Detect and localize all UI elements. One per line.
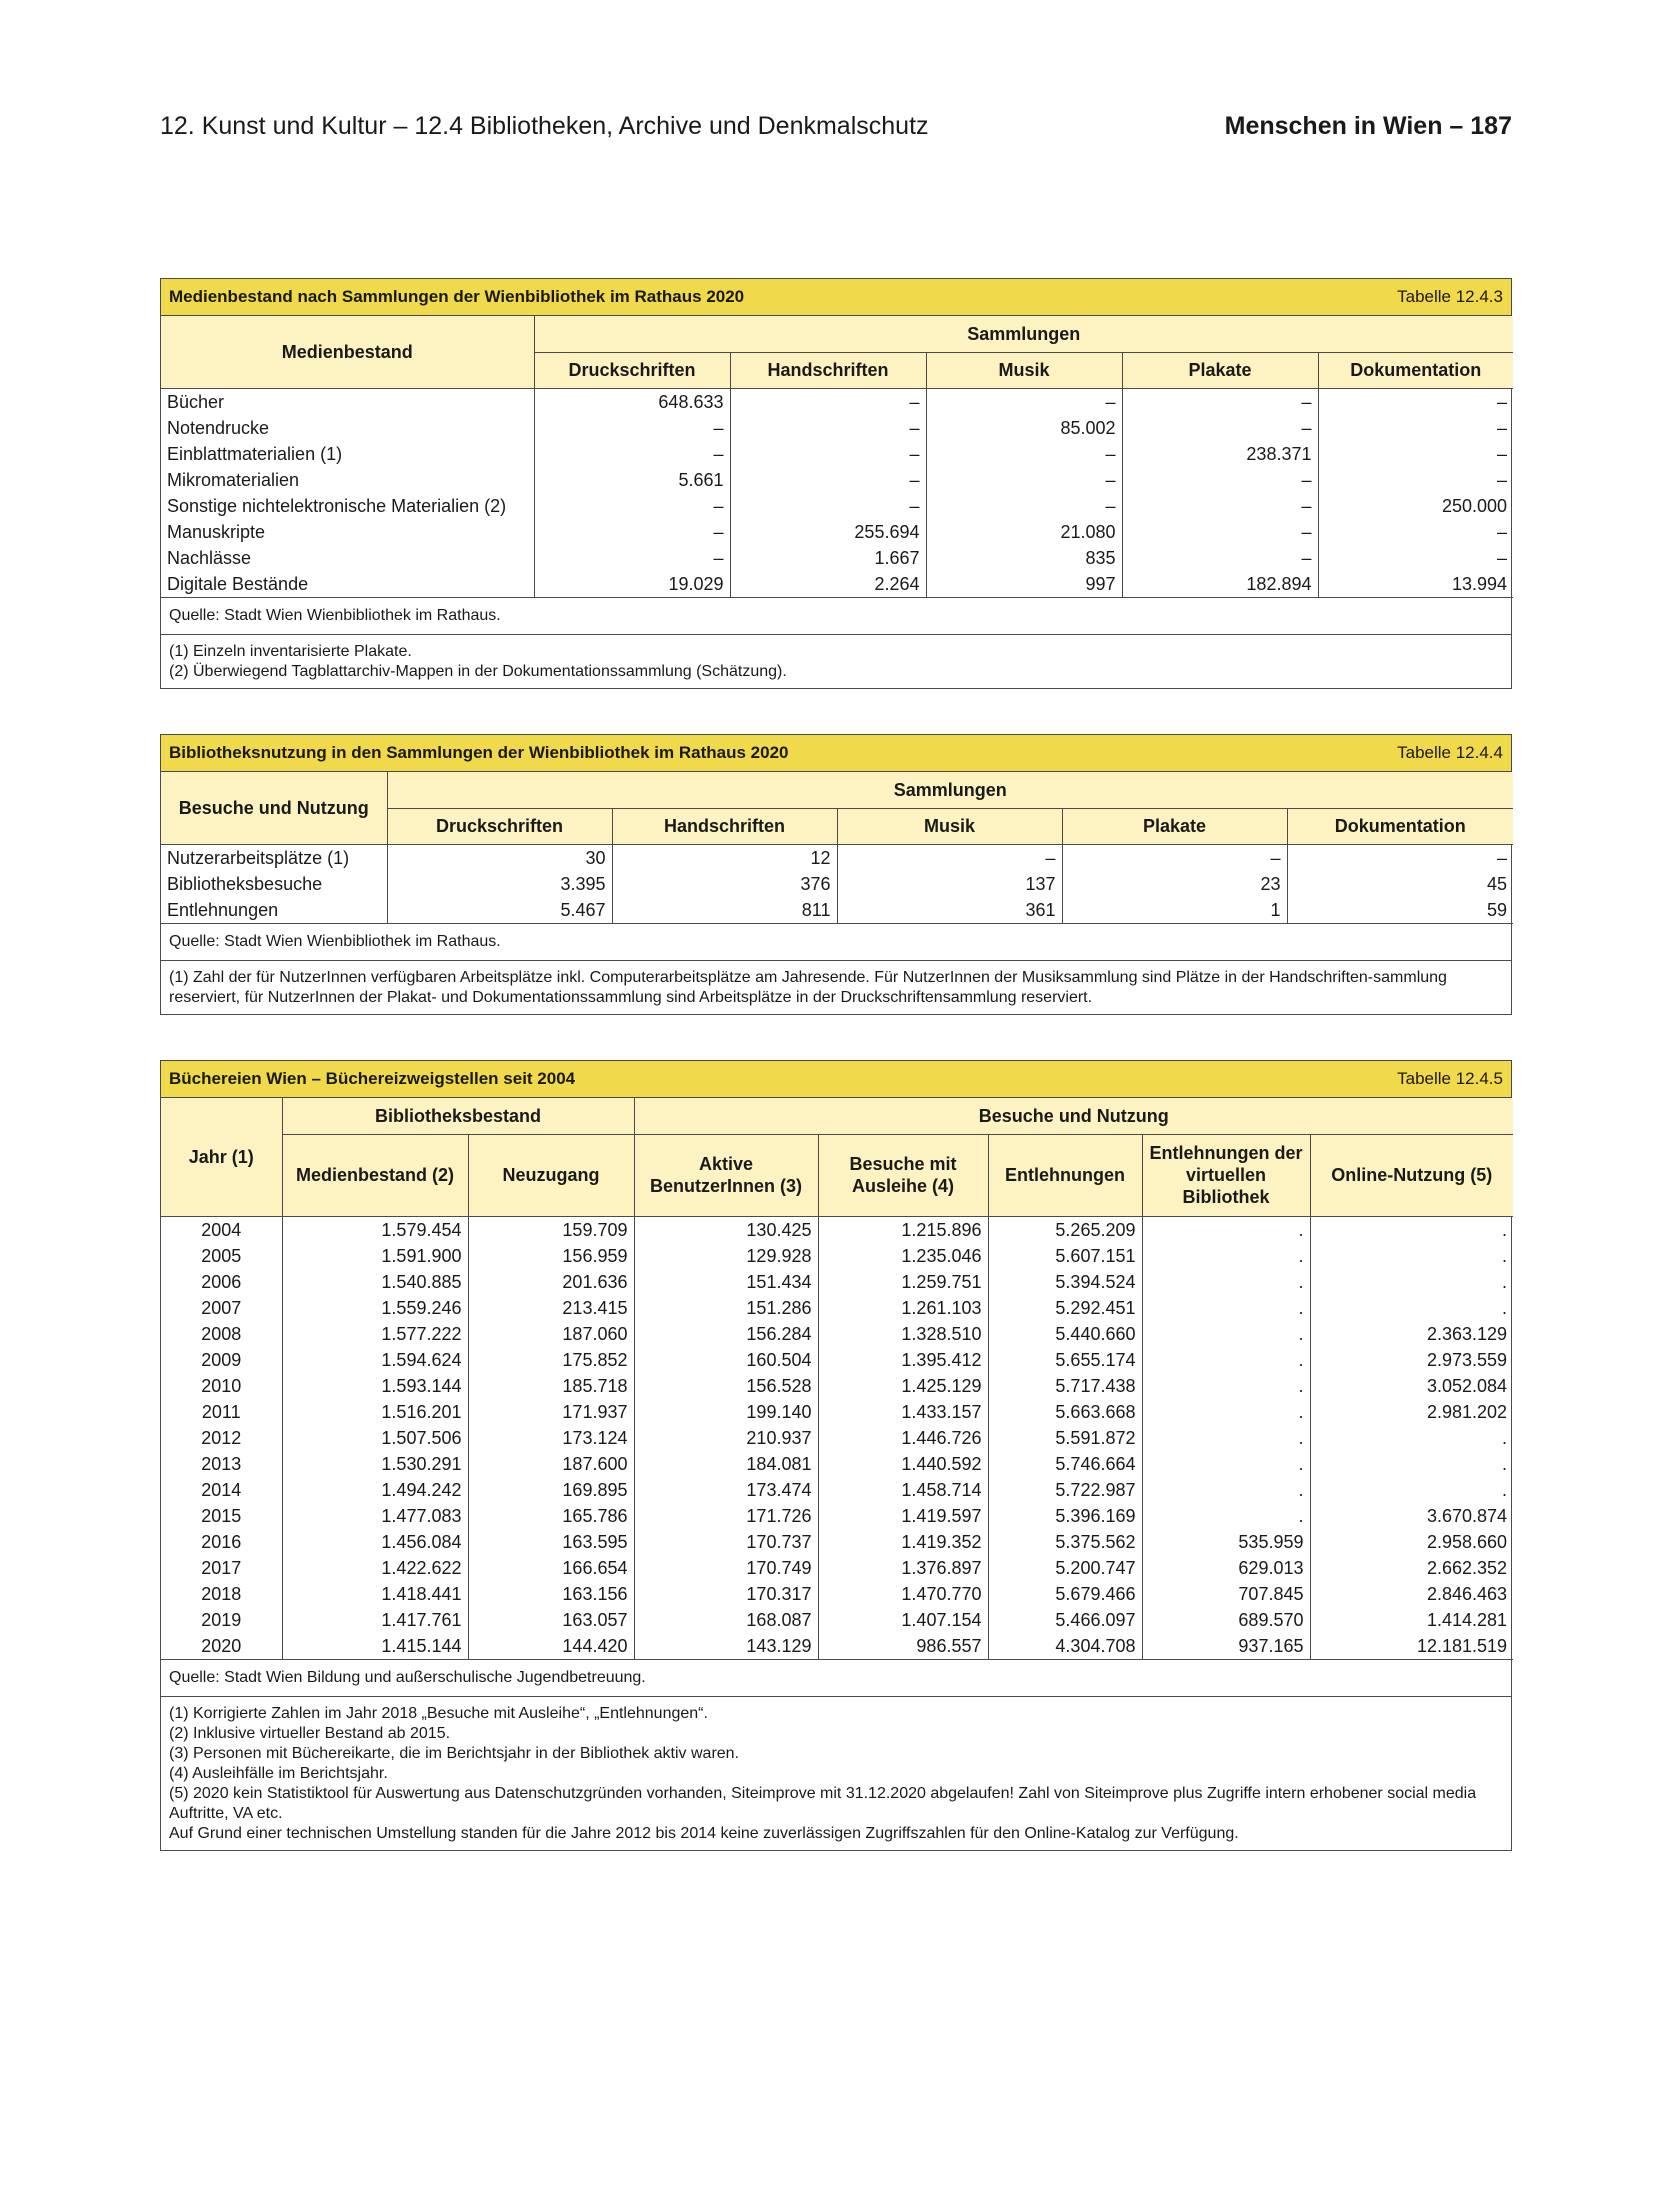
table-cell: 1 [1062, 897, 1287, 924]
year-header: Jahr (1) [161, 1098, 282, 1216]
table-12-4-5 [160, 1060, 1512, 1851]
table-cell: 213.415 [468, 1295, 634, 1321]
table-cell: 5.396.169 [988, 1503, 1142, 1529]
table-cell: 1.456.084 [282, 1529, 468, 1555]
table-cell: – [534, 441, 730, 467]
table-cell: 2.973.559 [1426, 1349, 1508, 1370]
group-header-nutzung: Besuche und Nutzung [634, 1098, 1513, 1134]
table-cell: 1.422.622 [282, 1555, 468, 1581]
table-cell: 1.507.506 [282, 1425, 468, 1451]
table-cell: 1.407.154 [818, 1607, 988, 1633]
table-cell: 5.265.209 [988, 1216, 1142, 1243]
table-cell: 185.718 [468, 1373, 634, 1399]
table-cell: – [1122, 493, 1318, 519]
year-cell: 2014 [161, 1477, 282, 1503]
table-cell: – [1497, 391, 1508, 412]
table-number: Tabelle 12.4.3 [1397, 287, 1503, 306]
year-cell: 2020 [161, 1633, 282, 1660]
table-cell: – [837, 844, 1062, 871]
table-cell: 5.655.174 [988, 1347, 1142, 1373]
table-row [161, 1529, 1513, 1555]
table-cell: 1.259.751 [818, 1269, 988, 1295]
table-cell: 1.419.597 [818, 1503, 988, 1529]
table-cell: 1.235.046 [818, 1243, 988, 1269]
table-cell: 5.292.451 [988, 1295, 1142, 1321]
table-cell: 1.446.726 [818, 1425, 988, 1451]
table-cell: 165.786 [468, 1503, 634, 1529]
table-cell: . [1502, 1453, 1508, 1474]
table-cell: 535.959 [1142, 1529, 1310, 1555]
table-footnotes [161, 635, 1511, 688]
table-cell: 175.852 [468, 1347, 634, 1373]
table-source: Quelle: Stadt Wien Wienbibliothek im Rathaus. [161, 924, 1511, 961]
table-cell: – [1497, 547, 1508, 568]
column-header: Handschriften [612, 808, 837, 844]
row-label: Nachlässe [161, 545, 534, 571]
table-cell: 1.425.129 [818, 1373, 988, 1399]
table-cell: 1.579.454 [282, 1216, 468, 1243]
table-cell: 30 [387, 844, 612, 871]
table-cell: . [1142, 1373, 1310, 1399]
table-title-bar [161, 279, 1511, 316]
table-row [161, 441, 1513, 467]
table-cell: 151.286 [634, 1295, 818, 1321]
table-cell: . [1142, 1321, 1310, 1347]
table-cell: . [1142, 1295, 1310, 1321]
table-cell: 199.140 [634, 1399, 818, 1425]
table-cell: 835 [926, 545, 1122, 571]
table-cell: 5.394.524 [988, 1269, 1142, 1295]
column-header: Plakate [1122, 352, 1318, 388]
row-label: Notendrucke [161, 415, 534, 441]
row-label: Mikromaterialien [161, 467, 534, 493]
page-number-title: Menschen in Wien – 187 [1224, 112, 1512, 140]
table-title-bar [161, 735, 1511, 772]
table-cell: 12 [612, 844, 837, 871]
column-header: Handschriften [730, 352, 926, 388]
table-title: Büchereien Wien – Büchereizweigstellen seit 2004 [169, 1069, 576, 1088]
table-cell: 170.737 [634, 1529, 818, 1555]
table-cell: 707.845 [1142, 1581, 1310, 1607]
table-row [161, 467, 1513, 493]
table-row [161, 519, 1513, 545]
table-cell: 1.328.510 [818, 1321, 988, 1347]
table-cell: 5.591.872 [988, 1425, 1142, 1451]
table-cell: 5.466.097 [988, 1607, 1142, 1633]
column-header: Entlehnungen [988, 1134, 1142, 1216]
table-cell: – [730, 493, 926, 519]
table-cell: . [1502, 1479, 1508, 1500]
table-cell: 23 [1062, 871, 1287, 897]
table-cell: – [730, 388, 926, 415]
table-cell: 12.181.519 [1310, 1633, 1513, 1660]
table-footnotes [161, 1697, 1511, 1850]
footnote: Auf Grund einer technischen Umstellung standen für die Jahre 2012 bis 2014 keine zuverlässigen Zugriffszahlen für den Online-Katalog zur Verfügung. [169, 1824, 1239, 1842]
table-footnotes [161, 961, 1511, 1014]
footnote: (5) 2020 kein Statistiktool für Auswertung aus Datenschutzgründen vorhanden, Siteimprove mit 31.12.2020 abgelaufen! Zahl von Siteimprove plus Zugriffe intern erhobener social media Auftritte, VA etc. [169, 1784, 1477, 1822]
table-cell: 1.516.201 [282, 1399, 468, 1425]
group-header-bestand: Bibliotheksbestand [282, 1098, 634, 1134]
table-source: Quelle: Stadt Wien Bildung und außerschulische Jugendbetreuung. [161, 1660, 1511, 1697]
column-header: Druckschriften [534, 352, 730, 388]
year-cell: 2013 [161, 1451, 282, 1477]
table-cell: 130.425 [634, 1216, 818, 1243]
table-cell: 1.440.592 [818, 1451, 988, 1477]
table-cell: 210.937 [634, 1425, 818, 1451]
table-cell: 13.994 [1318, 571, 1513, 598]
table-cell: 1.559.246 [282, 1295, 468, 1321]
row-header: Besuche und Nutzung [161, 772, 387, 844]
table-cell: 1.414.281 [1426, 1609, 1508, 1630]
table-row [161, 571, 1513, 598]
year-cell: 2012 [161, 1425, 282, 1451]
table-cell: 163.057 [468, 1607, 634, 1633]
row-label: Sonstige nichtelektronische Materialien (2) [161, 493, 534, 519]
chapter-title: 12. Kunst und Kultur – 12.4 Bibliotheken, Archive und Denkmalschutz [160, 112, 929, 140]
table-row [161, 1503, 1513, 1529]
table-cell: 1.261.103 [818, 1295, 988, 1321]
table-cell: 1.593.144 [282, 1373, 468, 1399]
table-cell: 129.928 [634, 1243, 818, 1269]
year-cell: 2005 [161, 1243, 282, 1269]
table-cell: 170.749 [634, 1555, 818, 1581]
table-cell: 5.375.562 [988, 1529, 1142, 1555]
table-cell: 59 [1287, 897, 1513, 924]
table-cell: 648.633 [534, 388, 730, 415]
table-row [161, 545, 1513, 571]
year-cell: 2017 [161, 1555, 282, 1581]
table-row [161, 1451, 1513, 1477]
table-body [161, 844, 1513, 923]
table-cell: 201.636 [468, 1269, 634, 1295]
table-cell: 1.417.761 [282, 1607, 468, 1633]
table-cell: 4.304.708 [988, 1633, 1142, 1660]
table-row [161, 1607, 1513, 1633]
table-cell: 5.467 [387, 897, 612, 924]
table-12-4-4 [160, 734, 1512, 1015]
table-cell: 1.494.242 [282, 1477, 468, 1503]
table-cell: 151.434 [634, 1269, 818, 1295]
year-cell: 2011 [161, 1399, 282, 1425]
table-cell: – [1497, 847, 1508, 868]
table-cell: 184.081 [634, 1451, 818, 1477]
table-cell: – [1122, 415, 1318, 441]
table-cell: . [1142, 1243, 1310, 1269]
table-cell: 1.577.222 [282, 1321, 468, 1347]
table-cell: 160.504 [634, 1347, 818, 1373]
table-cell: 45 [1487, 873, 1508, 894]
table-cell: . [1142, 1269, 1310, 1295]
table-cell: 376 [612, 871, 837, 897]
table-cell: 2.264 [730, 571, 926, 598]
table-cell: 811 [612, 897, 837, 924]
table-cell: 163.156 [468, 1581, 634, 1607]
year-cell: 2006 [161, 1269, 282, 1295]
footnote: (1) Zahl der für NutzerInnen verfügbaren Arbeitsplätze inkl. Computerarbeitsplätze am Jahresende. Für NutzerInnen der Musiksammlung sind Plätze in der Handschriften-sammlung reserviert, für NutzerInnen der Plakat- und Dokumentationssammlung sind Arbeitsplätze in der Druckschriftensammlung reserviert. [169, 968, 1447, 1006]
table-row [161, 897, 1513, 924]
table-row [161, 1347, 1513, 1373]
row-label: Bücher [161, 388, 534, 415]
row-header: Medienbestand [161, 316, 534, 388]
table-cell: 5.717.438 [988, 1373, 1142, 1399]
row-label: Manuskripte [161, 519, 534, 545]
table-cell: 187.600 [468, 1451, 634, 1477]
table-cell: 156.528 [634, 1373, 818, 1399]
column-header: Musik [926, 352, 1122, 388]
column-header: Besuche mit Ausleihe (4) [818, 1134, 988, 1216]
row-label: Bibliotheksbesuche [161, 871, 387, 897]
table-row [161, 1399, 1513, 1425]
table-cell: 21.080 [926, 519, 1122, 545]
table-row [161, 1425, 1513, 1451]
table-cell: – [1122, 388, 1318, 415]
table-row [161, 871, 1513, 897]
table-source: Quelle: Stadt Wien Wienbibliothek im Rathaus. [161, 598, 1511, 635]
year-cell: 2009 [161, 1347, 282, 1373]
table-cell: – [1497, 443, 1508, 464]
table-cell: 1.477.083 [282, 1503, 468, 1529]
year-cell: 2007 [161, 1295, 282, 1321]
column-header: Aktive BenutzerInnen (3) [634, 1134, 818, 1216]
table-cell: . [1142, 1451, 1310, 1477]
table-cell: 1.415.144 [282, 1633, 468, 1660]
table-title-bar [161, 1061, 1511, 1098]
table-cell: 187.060 [468, 1321, 634, 1347]
table-cell: 2.662.352 [1426, 1557, 1508, 1578]
footnote: (2) Inklusive virtueller Bestand ab 2015. [169, 1724, 451, 1742]
table-cell: – [926, 467, 1122, 493]
table-cell: 5.722.987 [988, 1477, 1142, 1503]
table-cell: – [926, 493, 1122, 519]
table-number: Tabelle 12.4.5 [1397, 1069, 1503, 1088]
table-cell: 173.474 [634, 1477, 818, 1503]
footnote: (1) Korrigierte Zahlen im Jahr 2018 „Besuche mit Ausleihe“, „Entlehnungen“. [169, 1704, 708, 1722]
table-cell: 159.709 [468, 1216, 634, 1243]
table-cell: 143.129 [634, 1633, 818, 1660]
table-cell: – [730, 441, 926, 467]
table-cell: 19.029 [534, 571, 730, 598]
data-table [161, 1098, 1513, 1660]
table-cell: 5.440.660 [988, 1321, 1142, 1347]
footnote: (4) Ausleihfälle im Berichtsjahr. [169, 1764, 388, 1782]
table-cell: . [1502, 1245, 1508, 1266]
table-cell: – [1497, 417, 1508, 438]
table-cell: – [534, 545, 730, 571]
table-row [161, 1269, 1513, 1295]
table-row [161, 1295, 1513, 1321]
data-table [161, 316, 1513, 598]
table-cell: 5.663.668 [988, 1399, 1142, 1425]
table-row [161, 1477, 1513, 1503]
table-cell: 3.670.874 [1426, 1505, 1508, 1526]
table-cell: 1.470.770 [818, 1581, 988, 1607]
table-cell: 171.937 [468, 1399, 634, 1425]
column-header: Dokumentation [1318, 352, 1513, 388]
group-header: Sammlungen [534, 316, 1513, 352]
column-header: Plakate [1062, 808, 1287, 844]
row-label: Nutzerarbeitsplätze (1) [161, 844, 387, 871]
table-cell: 1.395.412 [818, 1347, 988, 1373]
table-row [161, 1216, 1513, 1243]
table-cell: 238.371 [1122, 441, 1318, 467]
table-cell: 168.087 [634, 1607, 818, 1633]
year-cell: 2018 [161, 1581, 282, 1607]
table-cell: – [1497, 469, 1508, 490]
table-row [161, 1633, 1513, 1660]
table-cell: – [1497, 521, 1508, 542]
table-cell: . [1142, 1216, 1310, 1243]
table-body [161, 1216, 1513, 1659]
table-cell: 250.000 [1441, 495, 1508, 516]
table-cell: 1.591.900 [282, 1243, 468, 1269]
table-cell: 1.418.441 [282, 1581, 468, 1607]
table-cell: – [534, 519, 730, 545]
table-cell: 3.395 [387, 871, 612, 897]
table-cell: 3.052.084 [1426, 1375, 1508, 1396]
table-body [161, 388, 1513, 597]
footnote: (3) Personen mit Büchereikarte, die im Berichtsjahr in der Bibliothek aktiv waren. [169, 1744, 740, 1762]
column-header: Online-Nutzung (5) [1310, 1134, 1513, 1216]
footnote: (2) Überwiegend Tagblattarchiv-Mappen in der Dokumentationssammlung (Schätzung). [169, 662, 787, 680]
table-row [161, 1243, 1513, 1269]
table-cell: . [1502, 1297, 1508, 1318]
table-cell: 937.165 [1142, 1633, 1310, 1660]
table-cell: – [730, 415, 926, 441]
table-row [161, 388, 1513, 415]
table-cell: 689.570 [1142, 1607, 1310, 1633]
table-cell: 1.458.714 [818, 1477, 988, 1503]
table-cell: 5.746.664 [988, 1451, 1142, 1477]
table-row [161, 415, 1513, 441]
table-cell: 5.661 [534, 467, 730, 493]
table-cell: . [1502, 1219, 1508, 1240]
year-cell: 2008 [161, 1321, 282, 1347]
table-cell: 170.317 [634, 1581, 818, 1607]
table-cell: – [1122, 467, 1318, 493]
table-cell: 2.958.660 [1426, 1531, 1508, 1552]
table-number: Tabelle 12.4.4 [1397, 743, 1503, 762]
table-cell: – [926, 441, 1122, 467]
table-cell: – [1062, 844, 1287, 871]
column-header: Druckschriften [387, 808, 612, 844]
row-label: Einblattmaterialien (1) [161, 441, 534, 467]
table-cell: – [534, 493, 730, 519]
table-cell: 163.595 [468, 1529, 634, 1555]
table-cell: 5.679.466 [988, 1581, 1142, 1607]
table-cell: 5.607.151 [988, 1243, 1142, 1269]
table-cell: 1.667 [730, 545, 926, 571]
page-header [160, 112, 1512, 152]
column-header: Medienbestand (2) [282, 1134, 468, 1216]
table-title: Bibliotheksnutzung in den Sammlungen der Wienbibliothek im Rathaus 2020 [169, 743, 789, 762]
table-cell: . [1502, 1427, 1508, 1448]
table-row [161, 1581, 1513, 1607]
table-cell: 137 [837, 871, 1062, 897]
table-cell: 156.284 [634, 1321, 818, 1347]
table-title: Medienbestand nach Sammlungen der Wienbibliothek im Rathaus 2020 [169, 287, 745, 306]
year-cell: 2010 [161, 1373, 282, 1399]
table-cell: 1.594.624 [282, 1347, 468, 1373]
table-cell: – [1122, 519, 1318, 545]
table-cell: 1.530.291 [282, 1451, 468, 1477]
table-cell: 629.013 [1142, 1555, 1310, 1581]
table-row [161, 844, 1513, 871]
table-cell: 156.959 [468, 1243, 634, 1269]
table-cell: 1.540.885 [282, 1269, 468, 1295]
table-cell: 182.894 [1122, 571, 1318, 598]
table-cell: 1.215.896 [818, 1216, 988, 1243]
table-cell: 1.376.897 [818, 1555, 988, 1581]
table-cell: . [1142, 1425, 1310, 1451]
column-header: Neuzugang [468, 1134, 634, 1216]
table-row [161, 1321, 1513, 1347]
group-header: Sammlungen [387, 772, 1513, 808]
column-header: Dokumentation [1287, 808, 1513, 844]
table-cell: 169.895 [468, 1477, 634, 1503]
table-cell: 2.846.463 [1426, 1583, 1508, 1604]
column-header: Musik [837, 808, 1062, 844]
year-cell: 2019 [161, 1607, 282, 1633]
table-row [161, 1555, 1513, 1581]
footnote: (1) Einzeln inventarisierte Plakate. [169, 642, 412, 660]
table-cell: 85.002 [926, 415, 1122, 441]
data-table [161, 772, 1513, 924]
row-label: Digitale Bestände [161, 571, 534, 598]
table-cell: 173.124 [468, 1425, 634, 1451]
table-cell: . [1142, 1477, 1310, 1503]
table-cell: 166.654 [468, 1555, 634, 1581]
table-cell: – [1122, 545, 1318, 571]
table-cell: . [1502, 1271, 1508, 1292]
table-cell: 1.433.157 [818, 1399, 988, 1425]
table-cell: – [534, 415, 730, 441]
table-cell: 171.726 [634, 1503, 818, 1529]
table-cell: 2.981.202 [1426, 1401, 1508, 1422]
table-cell: . [1142, 1347, 1310, 1373]
table-cell: 5.200.747 [988, 1555, 1142, 1581]
table-cell: – [730, 467, 926, 493]
table-cell: – [926, 388, 1122, 415]
table-row [161, 493, 1513, 519]
table-cell: 1.419.352 [818, 1529, 988, 1555]
year-cell: 2016 [161, 1529, 282, 1555]
table-cell: 997 [926, 571, 1122, 598]
table-cell: 255.694 [730, 519, 926, 545]
table-cell: 361 [837, 897, 1062, 924]
year-cell: 2015 [161, 1503, 282, 1529]
table-cell: 2.363.129 [1426, 1323, 1508, 1344]
row-label: Entlehnungen [161, 897, 387, 924]
table-cell: . [1142, 1399, 1310, 1425]
table-cell: . [1142, 1503, 1310, 1529]
table-12-4-3 [160, 278, 1512, 689]
year-cell: 2004 [161, 1216, 282, 1243]
table-cell: 986.557 [818, 1633, 988, 1660]
table-cell: 144.420 [468, 1633, 634, 1660]
table-row [161, 1373, 1513, 1399]
column-header: Entlehnungen der virtuellen Bibliothek [1142, 1134, 1310, 1216]
